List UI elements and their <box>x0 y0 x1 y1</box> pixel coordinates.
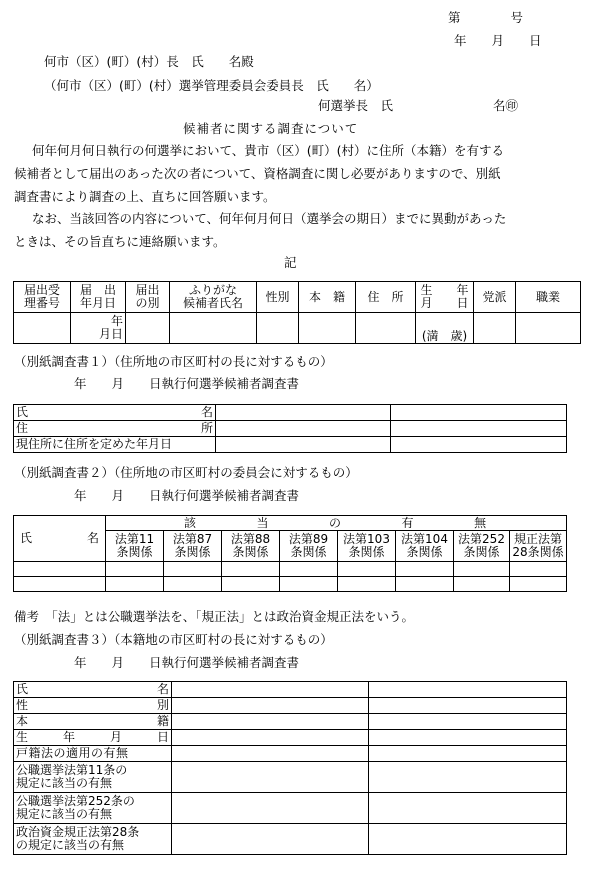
form2-header-group: 該 当 の 有 無 <box>106 516 567 531</box>
addressee-mayor: 何市（区）(町）(村）長 氏 名殿 <box>44 54 254 69</box>
form3-cell[interactable] <box>369 730 567 746</box>
form2-header-law89: 法第89 条関係 <box>280 531 338 562</box>
form3-cell[interactable] <box>369 714 567 730</box>
form2-header-law252: 法第252 条関係 <box>454 531 510 562</box>
addressee-committee: （何市（区）(町）(村）選挙管理委員会委員長 氏 名） <box>44 78 379 93</box>
header-occupation: 職業 <box>516 282 581 313</box>
form2-cell[interactable] <box>338 577 396 592</box>
form1-cell[interactable] <box>216 421 391 437</box>
form1-cell[interactable] <box>391 421 567 437</box>
form1-table <box>13 404 567 453</box>
form2-cell[interactable] <box>454 577 510 592</box>
sender: 何選挙長 氏 名㊞ <box>318 98 519 113</box>
body-line: なお、当該回答の内容について、何年何月何日（選挙会の期日）までに異動があった <box>32 211 507 226</box>
form2-cell[interactable] <box>14 562 106 577</box>
form1-heading: （別紙調査書１）（住所地の市区町村の長に対するもの） <box>14 354 333 369</box>
form2-table <box>13 515 567 592</box>
form1-title: 年 月 日執行何選挙候補者調査書 <box>74 376 300 391</box>
header-sex: 性別 <box>257 282 299 313</box>
form1-cell[interactable] <box>216 405 391 421</box>
form1-label-name: 氏 名 <box>14 405 216 421</box>
form3-cell[interactable] <box>369 762 567 793</box>
cell-birthdate[interactable]: (満 歳) <box>416 313 474 344</box>
form3-label-name: 氏 名 <box>14 682 172 698</box>
page-title: 候補者に関する調査について <box>183 121 359 136</box>
form2-cell[interactable] <box>14 577 106 592</box>
form3-cell[interactable] <box>172 714 369 730</box>
form1-cell[interactable] <box>391 437 567 453</box>
cell-sex[interactable] <box>257 313 299 344</box>
form3-heading: （別紙調査書３）（本籍地の市区町村の長に対するもの） <box>14 632 333 647</box>
form3-label-domicile: 本 籍 <box>14 714 172 730</box>
form1-label-address: 住 所 <box>14 421 216 437</box>
header-candidate-name: ふりがな 候補者氏名 <box>170 282 257 313</box>
header-address: 住 所 <box>356 282 416 313</box>
form2-cell[interactable] <box>510 577 567 592</box>
cell-filing-date[interactable]: 年 月日 <box>71 313 126 344</box>
form2-cell[interactable] <box>164 577 222 592</box>
form3-cell[interactable] <box>172 698 369 714</box>
cell-address[interactable] <box>356 313 416 344</box>
form3-cell[interactable] <box>369 746 567 762</box>
form3-label-birthdate: 生 年 月 日 <box>14 730 172 746</box>
form2-header-name: 氏 名 <box>14 516 106 562</box>
form2-title: 年 月 日執行何選挙候補者調査書 <box>74 488 300 503</box>
header-birthdate: 生 年 月 日 <box>416 282 474 313</box>
header-filing-date: 届 出 年月日 <box>71 282 126 313</box>
form2-cell[interactable] <box>454 562 510 577</box>
form2-heading: （別紙調査書２）（住所地の市区町村の委員会に対するもの） <box>14 465 358 480</box>
form3-cell[interactable] <box>369 682 567 698</box>
document-number: 第 号 <box>448 10 524 25</box>
form2-cell[interactable] <box>106 577 164 592</box>
header-receipt-number: 届出受 理番号 <box>14 282 71 313</box>
form3-label-sex: 性 別 <box>14 698 172 714</box>
form2-cell[interactable] <box>106 562 164 577</box>
form1-cell[interactable] <box>391 405 567 421</box>
body-line: 調査書により調査の上、直ちに回答願います。 <box>14 189 276 204</box>
note: 備考 「法」とは公職選挙法を、「規正法」とは政治資金規正法をいう。 <box>14 609 415 624</box>
form2-header-regulation28: 規正法第 28条関係 <box>510 531 567 562</box>
ki-label: 記 <box>284 255 297 270</box>
header-filing-type: 届出 の別 <box>126 282 170 313</box>
form3-cell[interactable] <box>172 824 369 855</box>
cell-receipt-number[interactable] <box>14 313 71 344</box>
candidate-table <box>13 281 581 344</box>
form3-cell[interactable] <box>172 682 369 698</box>
form2-cell[interactable] <box>222 562 280 577</box>
header-party: 党派 <box>474 282 516 313</box>
form2-cell[interactable] <box>396 562 454 577</box>
form3-cell[interactable] <box>172 762 369 793</box>
form3-label-regulation28: 政治資金規正法第28条 の規定に該当の有無 <box>14 824 172 855</box>
cell-filing-type[interactable] <box>126 313 170 344</box>
form2-cell[interactable] <box>510 562 567 577</box>
form3-label-family-register: 戸籍法の適用の有無 <box>14 746 172 762</box>
body-line: 候補者として届出のあった次の者について、資格調査に関し必要がありますので、別紙 <box>14 166 501 181</box>
form2-header-law11: 法第11 条関係 <box>106 531 164 562</box>
form3-cell[interactable] <box>172 730 369 746</box>
form2-cell[interactable] <box>164 562 222 577</box>
form3-cell[interactable] <box>369 793 567 824</box>
form2-cell[interactable] <box>280 577 338 592</box>
form2-cell[interactable] <box>338 562 396 577</box>
form3-cell[interactable] <box>369 698 567 714</box>
form2-cell[interactable] <box>280 562 338 577</box>
cell-party[interactable] <box>474 313 516 344</box>
form3-title: 年 月 日執行何選挙候補者調査書 <box>74 655 300 670</box>
header-domicile: 本 籍 <box>299 282 356 313</box>
cell-domicile[interactable] <box>299 313 356 344</box>
form1-label-residence-date: 現住所に住所を定めた年月日 <box>14 437 216 453</box>
form1-cell[interactable] <box>216 437 391 453</box>
document-date: 年 月 日 <box>454 33 542 48</box>
body-line: ときは、その旨直ちに連絡願います。 <box>14 234 226 249</box>
form2-header-law103: 法第103 条関係 <box>338 531 396 562</box>
form2-header-law88: 法第88 条関係 <box>222 531 280 562</box>
form3-label-law252: 公職選挙法第252条の 規定に該当の有無 <box>14 793 172 824</box>
form3-table <box>13 681 567 855</box>
form3-cell[interactable] <box>172 793 369 824</box>
form2-header-law87: 法第87 条関係 <box>164 531 222 562</box>
cell-candidate-name[interactable] <box>170 313 257 344</box>
body-line: 何年何月何日執行の何選挙において、貴市（区）(町）(村）に住所（本籍）を有する <box>32 143 505 158</box>
form2-cell[interactable] <box>222 577 280 592</box>
form3-label-law11: 公職選挙法第11条の 規定に該当の有無 <box>14 762 172 793</box>
cell-occupation[interactable] <box>516 313 581 344</box>
form2-header-law104: 法第104 条関係 <box>396 531 454 562</box>
form3-cell[interactable] <box>369 824 567 855</box>
form2-cell[interactable] <box>396 577 454 592</box>
form3-cell[interactable] <box>172 746 369 762</box>
